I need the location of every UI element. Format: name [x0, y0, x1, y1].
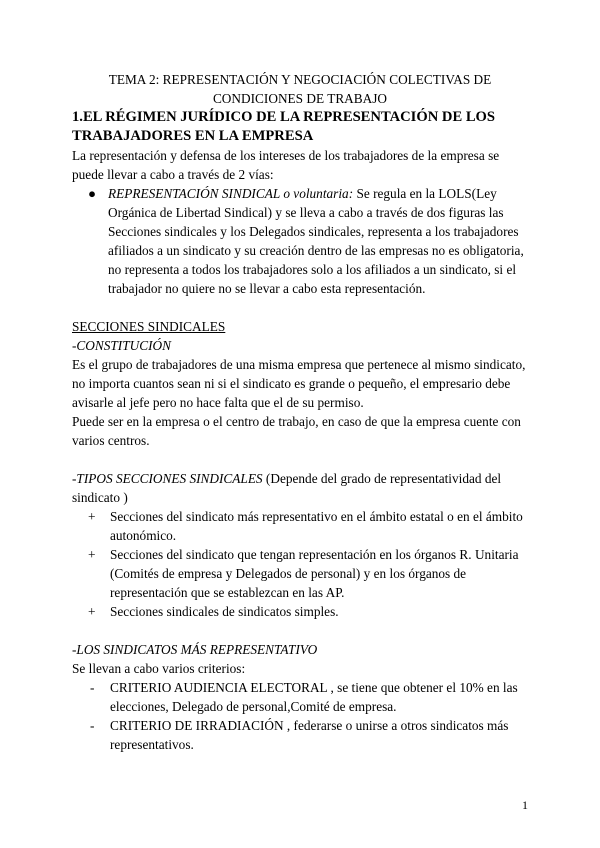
- plus-icon: +: [88, 547, 96, 562]
- list-item-text: CRITERIO DE IRRADIACIÓN , federarse o unirse a otros sindicatos más representativos.: [110, 718, 509, 752]
- list-item-text: Secciones sindicales de sindicatos simples.: [110, 604, 339, 619]
- tipos-note: (Depende del grado de representatividad del sindicato ): [72, 471, 502, 505]
- mas-representativo-heading: -LOS SINDICATOS MÁS REPRESENTATIVO: [72, 642, 318, 657]
- document-title-line-1: TEMA 2: REPRESENTACIÓN Y NEGOCIACIÓN COLECTIVAS DE: [108, 72, 492, 87]
- list-item: [72, 678, 528, 716]
- plus-icon: +: [88, 604, 96, 619]
- tipos-heading: -TIPOS SECCIONES SINDICALES: [72, 471, 263, 486]
- tipos-list: [72, 507, 528, 621]
- tipos-heading-line: [72, 469, 528, 507]
- dash-icon: -: [90, 680, 95, 695]
- section-heading: 1.EL RÉGIMEN JURÍDICO DE LA REPRESENTACIÓN DE LOS TRABAJADORES EN LA EMPRESA: [72, 109, 496, 144]
- document-page: [72, 70, 528, 754]
- constitucion-heading: -CONSTITUCIÓN: [72, 338, 172, 353]
- document-title-line-2: CONDICIONES DE TRABAJO: [212, 91, 388, 106]
- list-item: [72, 602, 528, 621]
- criterios-list: [72, 678, 528, 754]
- list-item: [72, 545, 528, 602]
- constitucion-paragraph-1: Es el grupo de trabajadores de una misma empresa que pertenece al mismo sindicato, no importa cuantos sean ni si el sindicato es grande o pequeño, el empresario debe avisarle al jefe pero no hace falta que el de su permiso.: [72, 357, 526, 410]
- secciones-heading: SECCIONES SINDICALES: [72, 319, 226, 334]
- bullet-icon: ●: [88, 186, 97, 201]
- criterios-intro: Se llevan a cabo varios criterios:: [72, 661, 246, 676]
- intro-paragraph: La representación y defensa de los intereses de los trabajadores de la empresa se puede llevar a cabo a través de 2 vías:: [72, 148, 500, 182]
- list-item-text: Secciones del sindicato que tengan representación en los órganos R. Unitaria (Comités de empresa y Delegados de personal) y en los órganos de representación que se establezcan en las AP.: [110, 547, 519, 600]
- dash-icon: -: [90, 718, 95, 733]
- list-item-text: CRITERIO AUDIENCIA ELECTORAL , se tiene que obtener el 10% en las elecciones, Delegado de personal,Comité de empresa.: [110, 680, 518, 714]
- plus-icon: +: [88, 509, 96, 524]
- constitucion-paragraph-2: Puede ser en la empresa o el centro de trabajo, en caso de que la empresa cuente con varios centros.: [72, 414, 521, 448]
- list-item: [72, 507, 528, 545]
- page-number: 1: [522, 798, 528, 812]
- bullet-text: Se regula en la LOLS(Ley Orgánica de Libertad Sindical) y se lleva a cabo a través de dos figuras las Secciones sindicales y los Delegados sindicales, representa a los trabajadores afiliados a un sindicato y su creación dentro de las empresas no es obligatoria, no representa a todos los trabajadores solo a los afiliados a un sindicato, si el trabajador no quiere no se llevar a cabo esta representación.: [108, 186, 524, 296]
- list-item-text: Secciones del sindicato más representativo en el ámbito estatal o en el ámbito autonómico.: [110, 509, 523, 543]
- list-item: [72, 716, 528, 754]
- vias-list: [72, 184, 528, 298]
- bullet-lead: REPRESENTACIÓN SINDICAL o voluntaria:: [108, 186, 354, 201]
- list-item: [72, 184, 528, 298]
